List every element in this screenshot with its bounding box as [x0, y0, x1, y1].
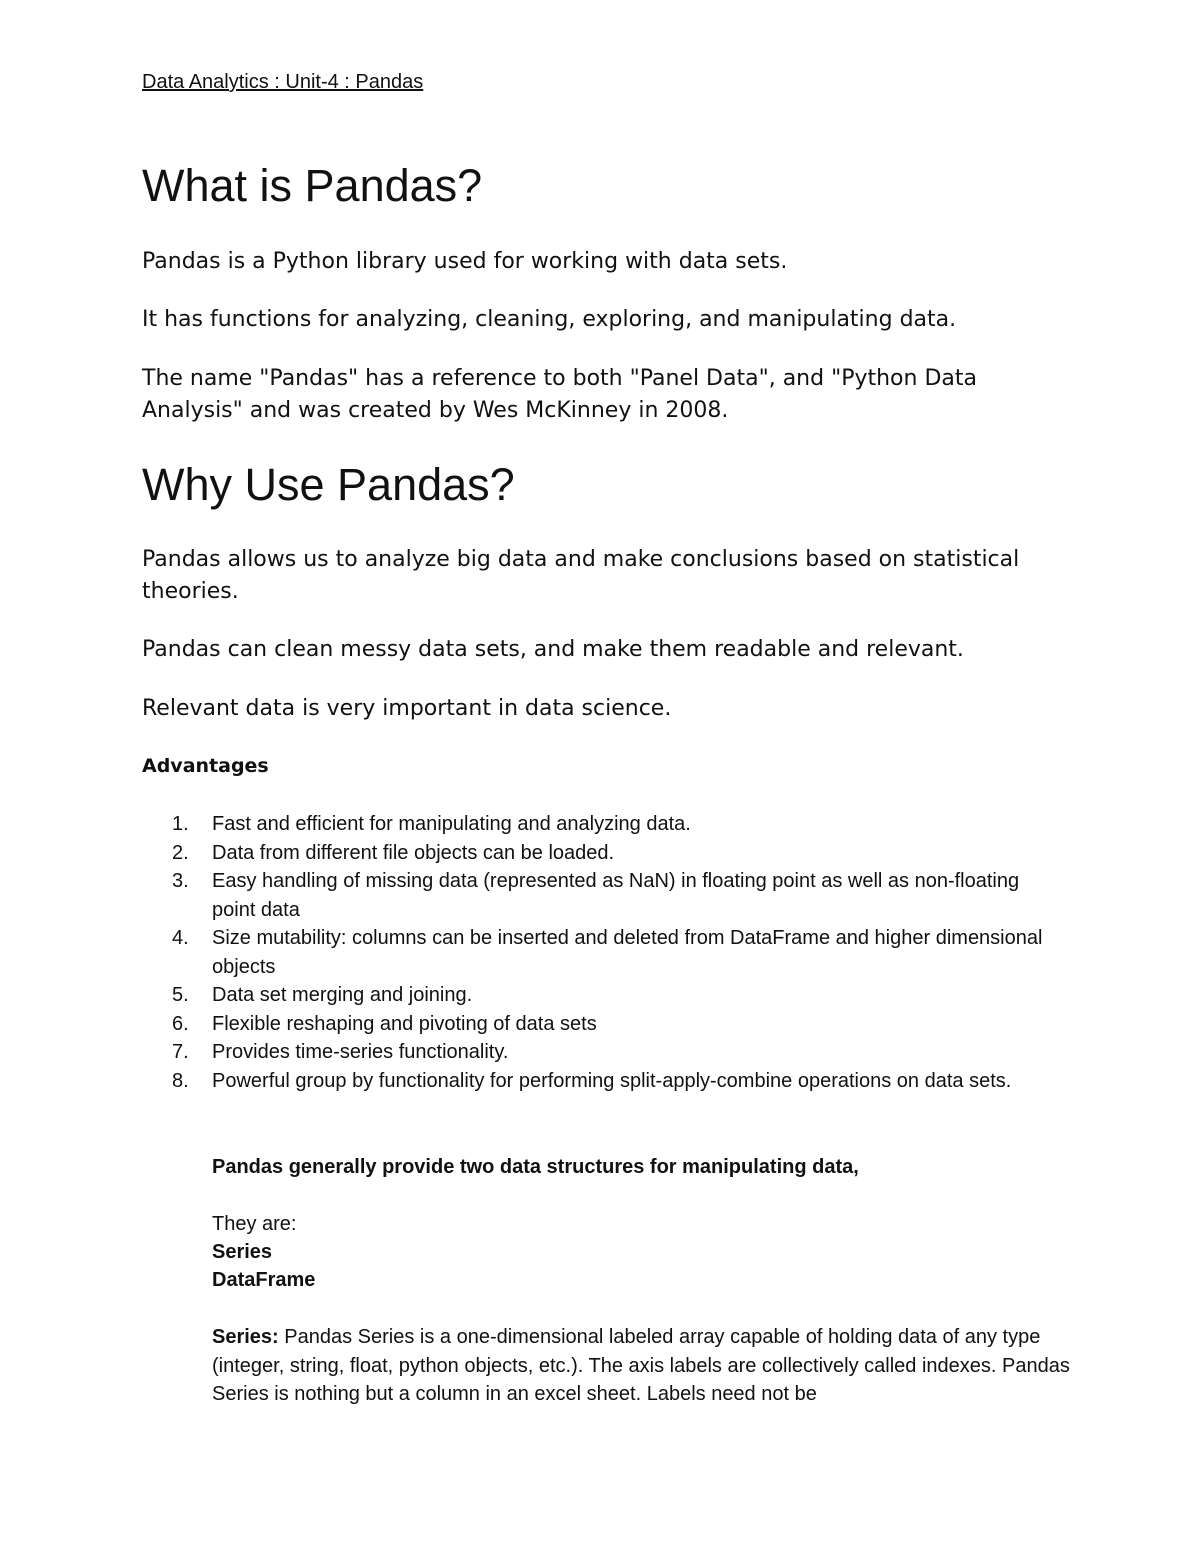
- paragraph-what-1: Pandas is a Python library used for working with data sets.: [142, 249, 788, 274]
- structure-series: Series: [212, 1241, 273, 1263]
- list-item-text: Provides time-series functionality.: [212, 1041, 509, 1063]
- list-item-number: 4.: [172, 927, 189, 949]
- list-item-text: Data set merging and joining.: [212, 984, 473, 1006]
- list-item: [172, 867, 1052, 924]
- series-description: [212, 1323, 1072, 1409]
- structure-dataframe: DataFrame: [212, 1269, 316, 1291]
- advantages-heading: Advantages: [142, 755, 269, 777]
- structures-intro: Pandas generally provide two data structures for manipulating data,: [212, 1156, 859, 1178]
- document-header: Data Analytics : Unit-4 : Pandas: [142, 71, 424, 93]
- heading-why-use-pandas: Why Use Pandas?: [142, 459, 515, 510]
- list-item-text: Data from different file objects can be loaded.: [212, 841, 615, 864]
- list-item: [172, 1067, 1052, 1096]
- list-item: [172, 1038, 1052, 1067]
- heading-what-is-pandas: What is Pandas?: [142, 160, 483, 211]
- list-item-number: 8.: [172, 1069, 189, 1092]
- list-item: [172, 810, 1052, 839]
- series-label: Series:: [212, 1326, 279, 1348]
- structures-they-are: They are:: [212, 1213, 297, 1235]
- list-item-text: Powerful group by functionality for performing split-apply-combine operations on data sets.: [212, 1069, 1012, 1092]
- paragraph-why-2: Pandas can clean messy data sets, and make them readable and relevant.: [142, 637, 964, 662]
- list-item: [172, 981, 1052, 1010]
- list-item-text: Flexible reshaping and pivoting of data sets: [212, 1012, 597, 1035]
- list-item-number: 7.: [172, 1041, 189, 1063]
- list-item-text: Fast and efficient for manipulating and analyzing data.: [212, 813, 691, 835]
- list-item-number: 5.: [172, 984, 189, 1006]
- series-text: Pandas Series is a one-dimensional labeled array capable of holding data of any type (integer, string, float, python objects, etc.). The axis labels are collectively called indexes. Pandas Series is nothing but a column in an excel sheet. Labels need not be: [212, 1326, 1070, 1405]
- paragraph-why-1: Pandas allows us to analyze big data and make conclusions based on statistical theories.: [142, 547, 1020, 604]
- paragraph-what-2: It has functions for analyzing, cleaning, exploring, and manipulating data.: [142, 307, 957, 332]
- list-item: [172, 839, 1052, 868]
- list-item-text: Easy handling of missing data (represented as NaN) in floating point as well as non-floating point data: [212, 870, 1020, 921]
- list-item-number: 2.: [172, 841, 189, 864]
- list-item-number: 6.: [172, 1012, 189, 1035]
- list-item: [172, 1010, 1052, 1039]
- list-item-text: Size mutability: columns can be inserted and deleted from DataFrame and higher dimensional objects: [212, 927, 1043, 978]
- list-item-number: 3.: [172, 870, 189, 892]
- paragraph-why-3: Relevant data is very important in data science.: [142, 696, 672, 721]
- paragraph-what-3: The name "Pandas" has a reference to both "Panel Data", and "Python Data Analysis" and was created by Wes McKinney in 2008.: [142, 366, 977, 423]
- advantages-list: [172, 810, 1052, 1095]
- list-item-number: 1.: [172, 813, 189, 835]
- list-item: [172, 924, 1052, 981]
